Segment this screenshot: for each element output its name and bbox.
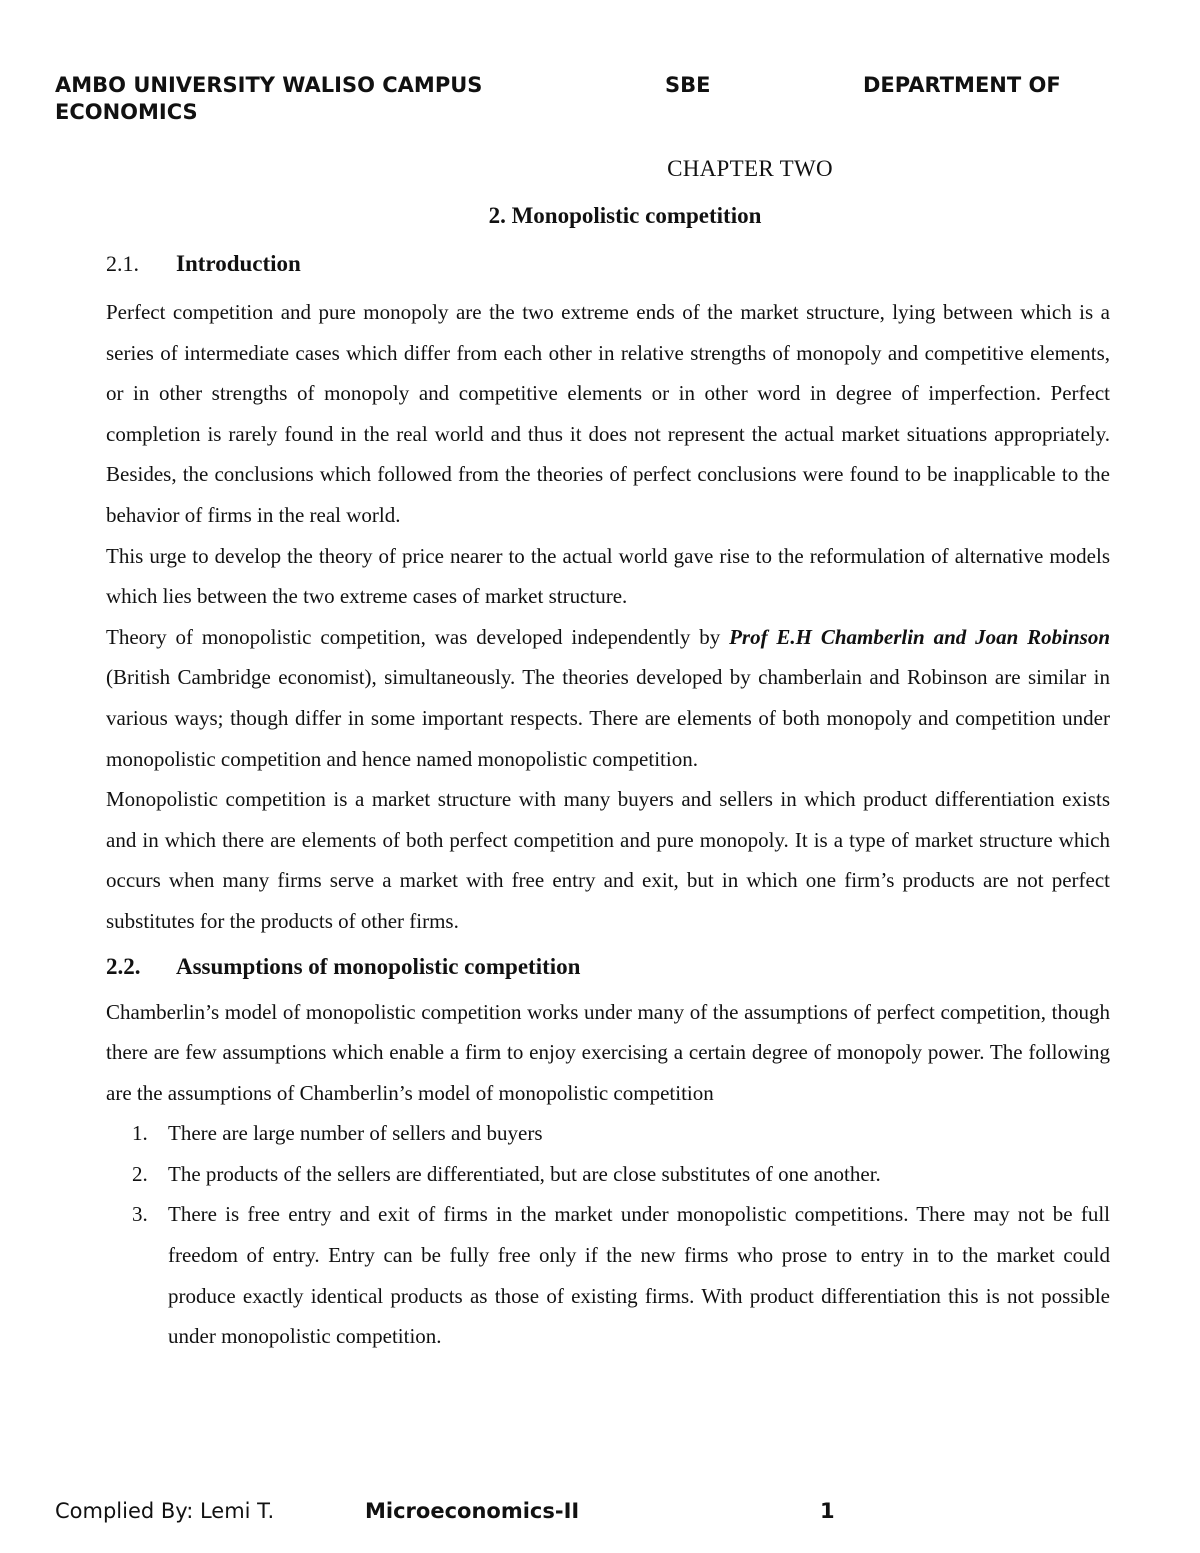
section-number: 2.1. [106,251,139,276]
compiled-label: Complied By: [55,1499,194,1523]
assumptions-list [106,1113,1110,1357]
institution-name: AMBO UNIVERSITY WALISO CAMPUS [55,73,483,97]
compiled-by [55,1499,365,1523]
page-number: 1 [820,1499,835,1523]
list-text: The products of the sellers are differentiated, but are close substitutes of one another. [168,1161,881,1186]
paragraph: Monopolistic competition is a market structure with many buyers and sellers in which product differentiation exists and in which there are elements of both perfect competition and pure monopoly. It is a type of market structure which occurs when many firms serve a market with free entry and exit, but in which one firm’s products are not perfect substitutes for the products of other firms. [106,787,1110,933]
list-number: 1. [132,1121,148,1146]
section-title: Introduction [176,251,301,276]
author-names: Prof E.H Chamberlin and Joan Robinson [729,624,1110,649]
section-number: 2.2. [106,953,141,979]
list-item [106,1113,1110,1154]
section-title: Assumptions of monopolistic competition [176,953,581,979]
chapter-title: 2. Monopolistic competition [488,203,762,228]
department-name: DEPARTMENT OF [863,73,1061,97]
page-footer [55,1499,855,1523]
list-text: There are large number of sellers and buyers [168,1121,543,1146]
paragraph: Chamberlin’s model of monopolistic competition works under many of the assumptions of perfect competition, though there are few assumptions which enable a firm to enjoy exercising a certain degree of monopoly power. The following are the assumptions of Chamberlin’s model of monopolistic competition [106,999,1110,1105]
school-name: SBE [665,73,711,97]
list-number: 2. [132,1161,148,1186]
list-text: There is free entry and exit of firms in the market under monopolistic competitions. There may not be full freedom of entry. Entry can be fully free only if the new firms who prose to entry in to the market could produce exactly identical products as those of existing firms. With product differentiation this is not possible under monopolistic competition. [168,1202,1110,1349]
author-name: Lemi T. [193,1499,275,1523]
list-item [106,1154,1110,1195]
chapter-label: CHAPTER TWO [667,156,833,181]
document-body [106,292,1110,1357]
list-item [106,1194,1110,1356]
section-heading-introduction [106,251,301,277]
department-name-continued: ECONOMICS [55,100,198,124]
list-number: 3. [132,1202,148,1227]
page-header [55,72,1095,126]
paragraph-text: (British Cambridge economist), simultaneously. The theories developed by chamberlain and Robinson are similar in various ways; though differ in some important respects. There are elements of both monopoly and competition under monopolistic competition and hence named monopolistic competition. [106,665,1110,771]
paragraph [106,617,1110,779]
section-heading-assumptions [106,942,1110,992]
paragraph: Perfect competition and pure monopoly are the two extreme ends of the market structure, lying between which is a series of intermediate cases which differ from each other in relative strengths of monopoly and competitive elements, or in other strengths of monopoly and competitive elements or in other word in degree of imperfection. Perfect completion is rarely found in the real world and thus it does not represent the actual market situations appropriately. Besides, the conclusions which followed from the theories of perfect conclusions were found to be inapplicable to the behavior of firms in the real world. [106,300,1110,527]
paragraph: This urge to develop the theory of price nearer to the actual world gave rise to the reformulation of alternative models which lies between the two extreme cases of market structure. [106,543,1110,609]
paragraph-text: Theory of monopolistic competition, was developed independently by [106,624,730,649]
course-name: Microeconomics-II [365,1499,580,1523]
